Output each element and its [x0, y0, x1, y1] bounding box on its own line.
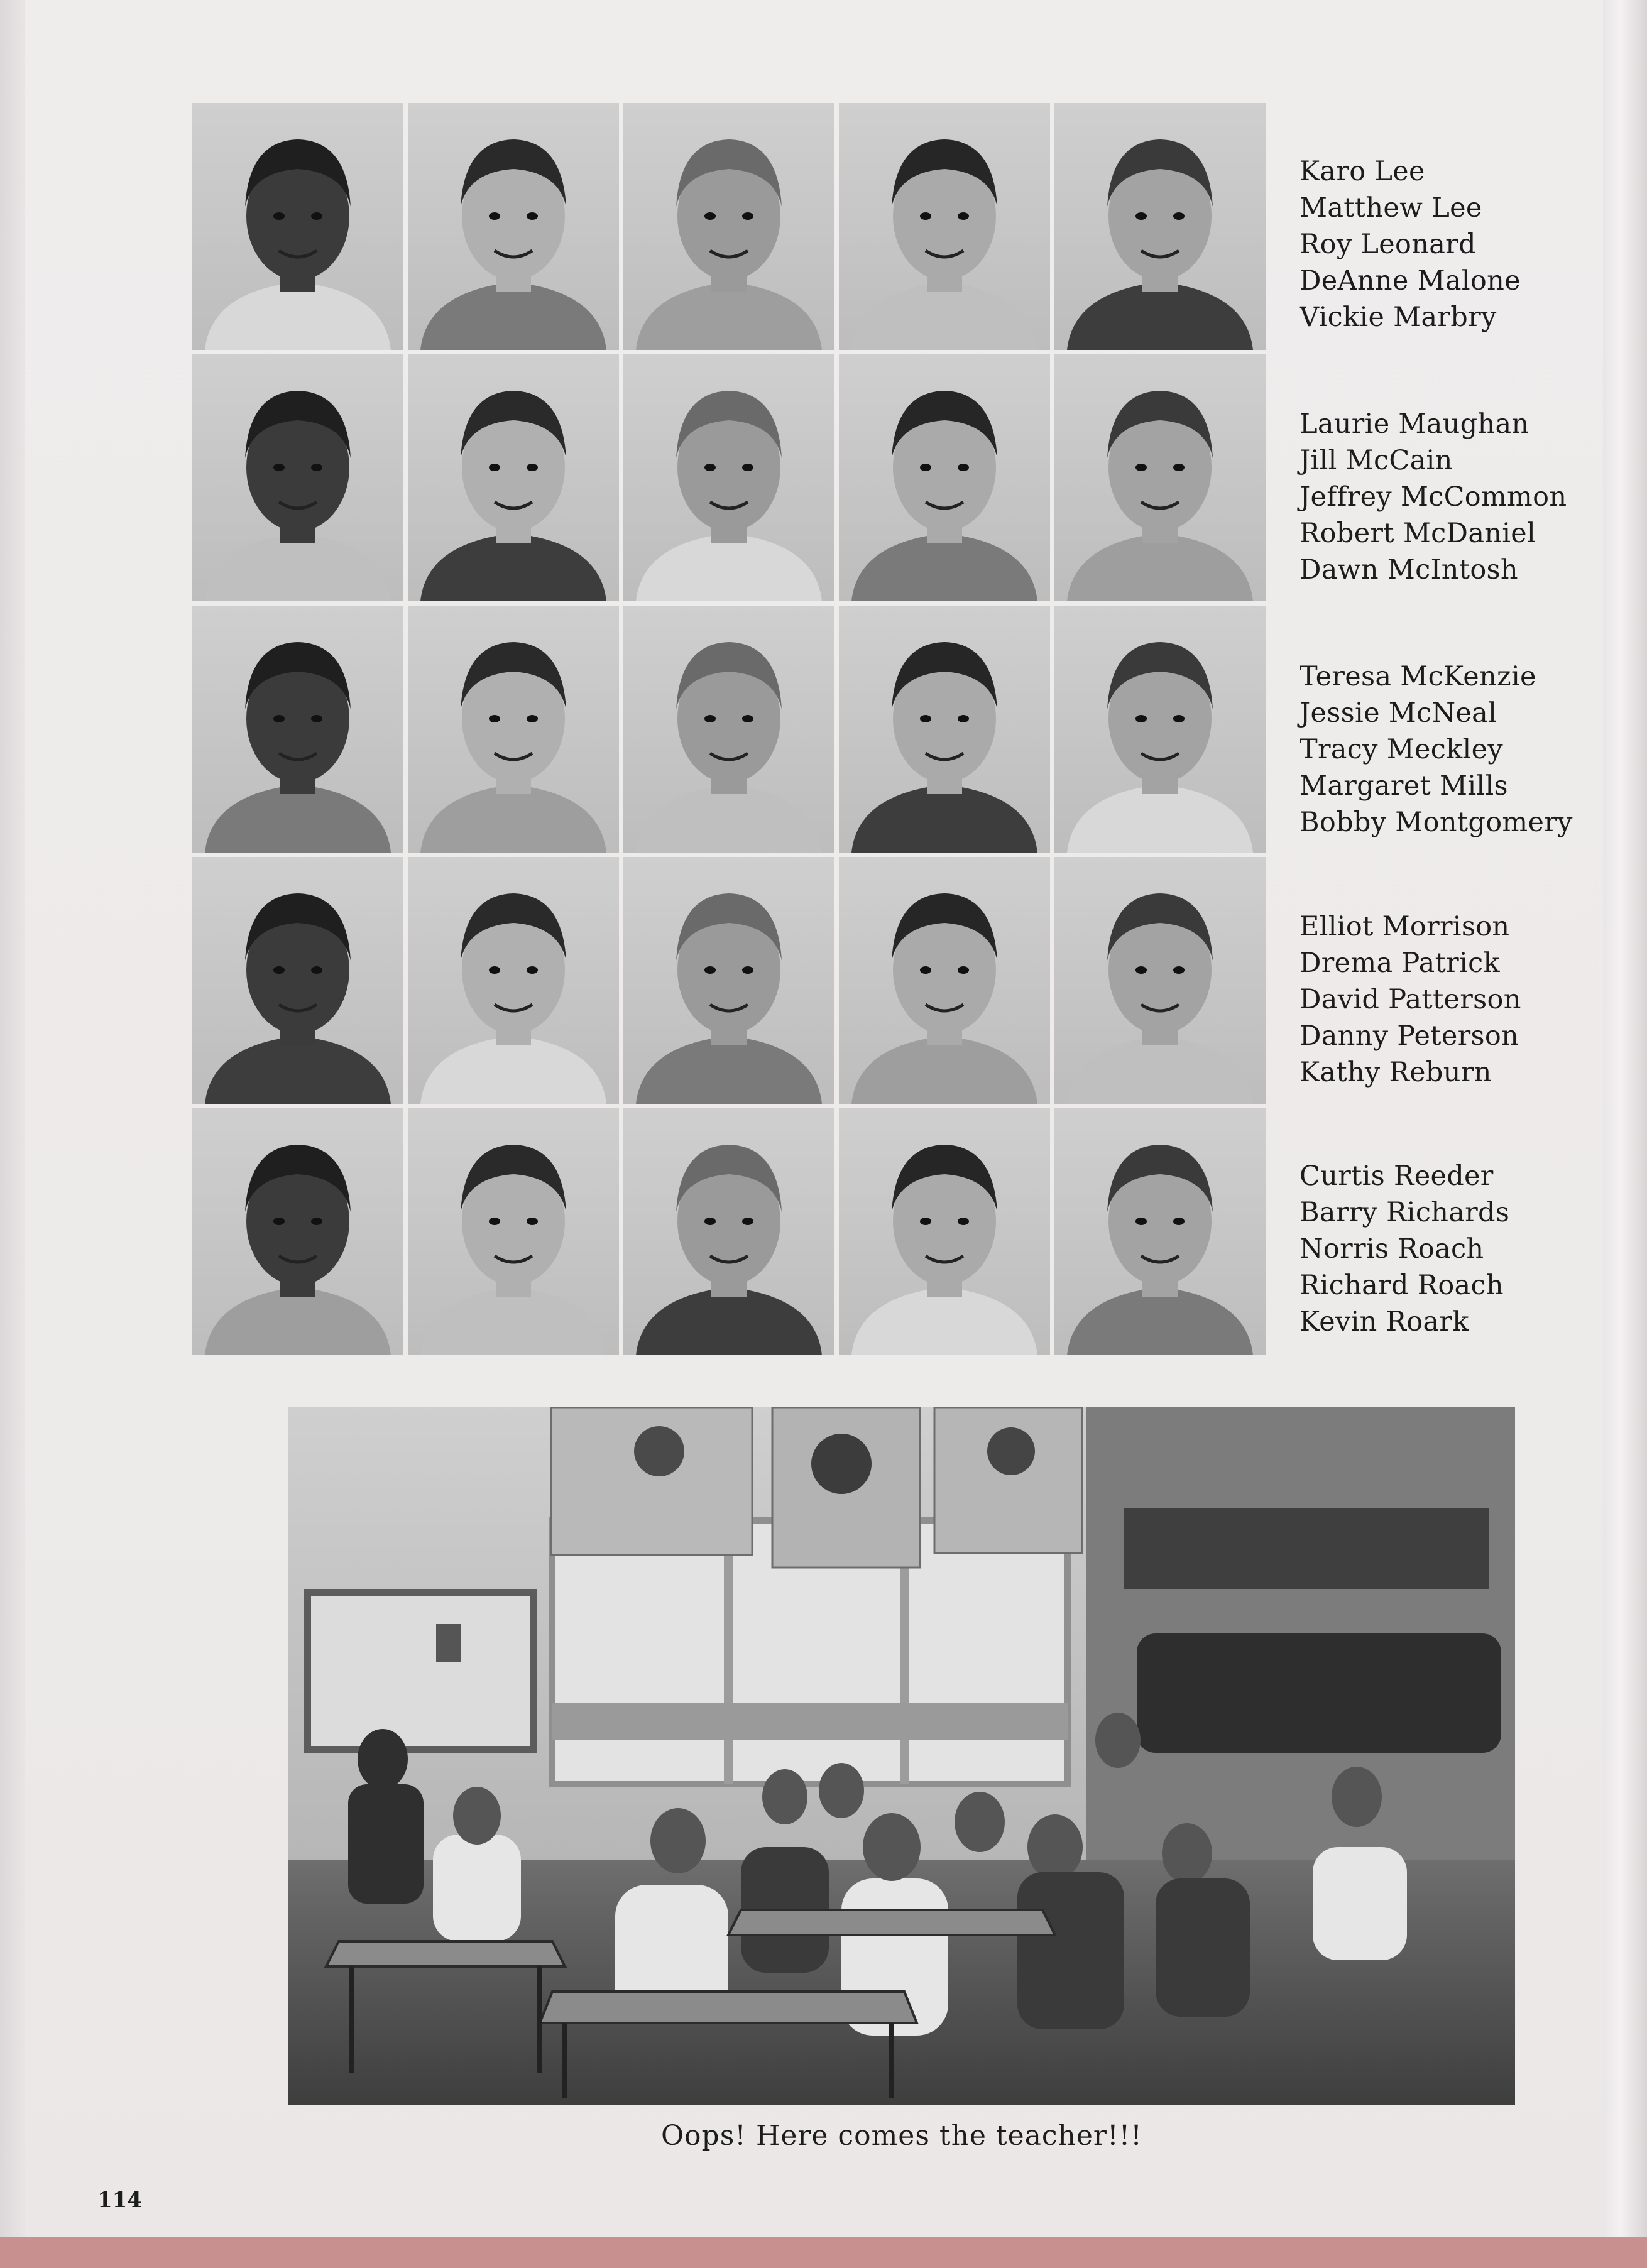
name-list-row-1 [1300, 153, 1563, 335]
student-portrait [408, 857, 619, 1104]
student-name: Vickie Marbry [1300, 302, 1497, 333]
student-portrait [1054, 1108, 1266, 1355]
student-portrait [408, 1108, 619, 1355]
student-name: David Patterson [1300, 984, 1521, 1015]
student-portrait [623, 606, 834, 853]
student-portrait [623, 857, 834, 1104]
student-name: Karo Lee [1300, 156, 1425, 187]
student-portrait [1054, 606, 1266, 853]
student-portrait [1054, 857, 1266, 1104]
student-name: Teresa McKenzie [1300, 661, 1536, 692]
student-portrait [623, 103, 834, 350]
student-name: Margaret Mills [1300, 770, 1508, 802]
student-name: Elliot Morrison [1300, 911, 1510, 942]
student-name: Bobby Montgomery [1300, 807, 1573, 838]
portrait-grid [192, 103, 1267, 1355]
name-list-row-5 [1300, 1158, 1563, 1340]
student-portrait [839, 1108, 1050, 1355]
student-name: Dawn McIntosh [1300, 554, 1518, 586]
page-number: 114 [97, 2188, 142, 2213]
student-portrait [1054, 354, 1266, 601]
classroom-photo [288, 1407, 1515, 2105]
student-name: Tracy Meckley [1300, 734, 1503, 765]
student-name: Robert McDaniel [1300, 518, 1536, 549]
student-portrait [408, 606, 619, 853]
student-portrait [408, 103, 619, 350]
student-name: Barry Richards [1300, 1197, 1510, 1228]
student-name: Jill McCain [1300, 445, 1453, 476]
student-name: Norris Roach [1300, 1233, 1484, 1265]
student-portrait [839, 103, 1050, 350]
student-portrait [839, 857, 1050, 1104]
student-portrait [839, 606, 1050, 853]
student-portrait [839, 354, 1050, 601]
student-name: Jessie McNeal [1300, 697, 1497, 729]
student-name: Richard Roach [1300, 1270, 1504, 1301]
page-bottom-edge [0, 2237, 1647, 2268]
student-name: Jeffrey McCommon [1300, 481, 1567, 513]
student-name: Danny Peterson [1300, 1020, 1519, 1052]
student-name: Kathy Reburn [1300, 1057, 1492, 1088]
student-portrait [623, 354, 834, 601]
student-portrait [192, 1108, 403, 1355]
name-list-row-4 [1300, 908, 1563, 1091]
student-name: Matthew Lee [1300, 192, 1482, 224]
student-name: Curtis Reeder [1300, 1160, 1494, 1192]
student-name: Kevin Roark [1300, 1306, 1469, 1338]
student-portrait [192, 857, 403, 1104]
student-name: DeAnne Malone [1300, 265, 1521, 297]
page-right-edge [1603, 0, 1647, 2268]
name-list-row-3 [1300, 658, 1573, 841]
student-name: Roy Leonard [1300, 229, 1476, 260]
page-left-edge [0, 0, 25, 2268]
student-name: Laurie Maughan [1300, 408, 1529, 440]
student-portrait [192, 606, 403, 853]
student-portrait [192, 354, 403, 601]
name-list-row-2 [1300, 406, 1567, 588]
student-portrait [1054, 103, 1266, 350]
student-portrait [623, 1108, 834, 1355]
photo-caption: Oops! Here comes the teacher!!! [660, 2120, 1142, 2152]
student-name: Drema Patrick [1300, 947, 1500, 979]
student-portrait [408, 354, 619, 601]
student-portrait [192, 103, 403, 350]
